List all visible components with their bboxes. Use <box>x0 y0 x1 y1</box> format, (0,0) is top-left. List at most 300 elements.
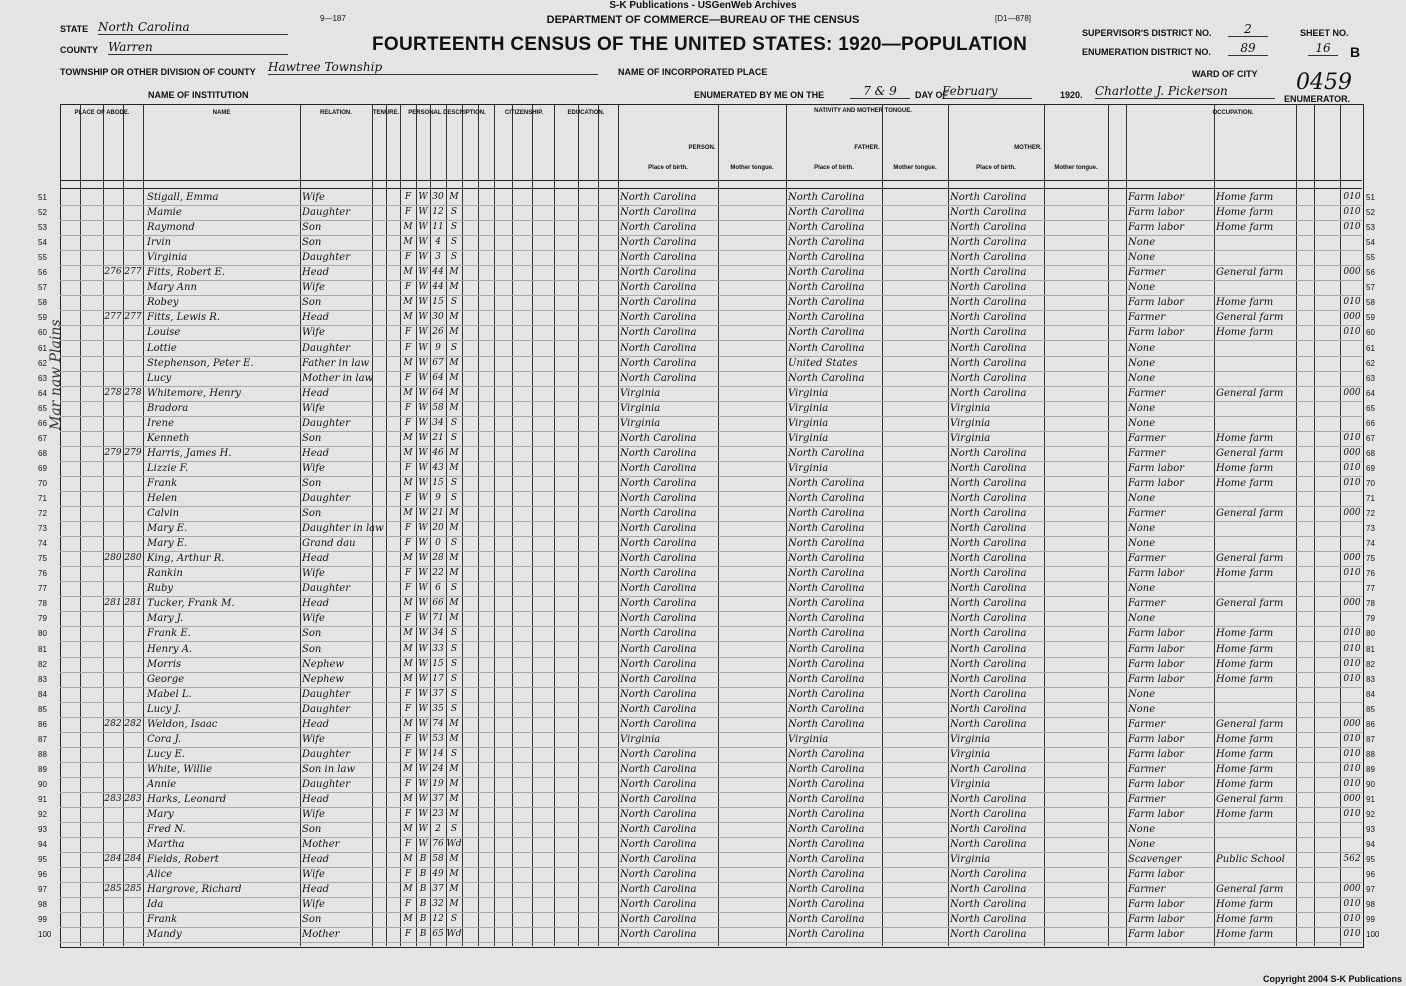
occupation-code: 000 <box>1343 884 1361 895</box>
age-cell: 22 <box>432 568 444 579</box>
industry-cell: Home farm <box>1216 673 1274 685</box>
industry-cell: Home farm <box>1216 327 1274 339</box>
dwelling-number: 281 <box>104 598 122 609</box>
person-birthplace: North Carolina <box>620 432 697 444</box>
industry-cell: General farm <box>1216 312 1284 324</box>
mother-birthplace: North Carolina <box>950 884 1027 896</box>
occupation-code: 010 <box>1343 733 1361 744</box>
line-number-right: 56 <box>1366 268 1375 278</box>
age-cell: 21 <box>432 432 444 443</box>
line-number-right: 74 <box>1366 539 1375 549</box>
mother-birthplace: North Carolina <box>950 327 1027 339</box>
occupation-code: 010 <box>1343 477 1361 488</box>
line-number: 76 <box>38 569 47 579</box>
person-birthplace: Virginia <box>620 387 661 399</box>
father-birthplace: United States <box>788 357 858 369</box>
age-cell: 15 <box>432 477 444 488</box>
father-birthplace: North Carolina <box>788 282 865 294</box>
color-cell: W <box>418 508 428 519</box>
person-name: Lucy J. <box>147 703 181 715</box>
person-birthplace: North Carolina <box>620 778 697 790</box>
table-row <box>60 882 1362 898</box>
mother-birthplace: Virginia <box>950 748 991 760</box>
table-row <box>60 642 1362 658</box>
sex-cell: F <box>404 733 412 744</box>
person-birthplace: North Carolina <box>620 282 697 294</box>
col-mother-birth: Place of birth. <box>976 165 1016 171</box>
sex-cell: F <box>404 252 412 263</box>
line-number-right: 63 <box>1366 373 1375 383</box>
mother-birthplace: North Carolina <box>950 312 1027 324</box>
table-row <box>60 446 1362 462</box>
occupation-cell: Farm labor <box>1128 809 1185 821</box>
occupation-cell: None <box>1128 839 1156 851</box>
line-number: 83 <box>38 674 47 684</box>
marital-cell: M <box>449 778 459 789</box>
col-mother-tongue: Mother tongue. <box>1054 165 1098 171</box>
table-row <box>60 777 1362 793</box>
line-number: 94 <box>38 840 47 850</box>
mother-birthplace: North Carolina <box>950 342 1027 354</box>
line-number-right: 52 <box>1366 208 1375 218</box>
person-birthplace: North Carolina <box>620 207 697 219</box>
marital-cell: M <box>449 192 459 202</box>
line-number-right: 68 <box>1366 448 1375 458</box>
person-name: Mary J. <box>147 613 184 625</box>
relation-cell: Son <box>302 237 322 249</box>
industry-cell: Home farm <box>1216 462 1274 474</box>
occupation-code: 010 <box>1343 763 1361 774</box>
occupation-code: 010 <box>1343 899 1361 910</box>
age-cell: 58 <box>432 854 444 865</box>
sex-cell: F <box>404 778 412 789</box>
col-occupation: OCCUPATION. <box>1212 110 1254 116</box>
age-cell: 34 <box>432 417 444 428</box>
father-birthplace: North Carolina <box>788 673 865 685</box>
sex-cell: F <box>404 869 412 880</box>
sex-cell: M <box>403 267 413 278</box>
age-cell: 3 <box>435 252 441 263</box>
occupation-cell: Farmer <box>1128 432 1166 444</box>
mother-birthplace: North Carolina <box>950 357 1027 369</box>
occupation-cell: Farm labor <box>1128 778 1185 790</box>
father-birthplace: North Carolina <box>788 568 865 580</box>
person-name: Mamie <box>147 207 182 219</box>
relation-cell: Mother in law <box>302 372 374 384</box>
person-birthplace: North Carolina <box>620 839 697 851</box>
occupation-cell: None <box>1128 583 1156 595</box>
line-number: 67 <box>38 433 47 443</box>
father-birthplace: North Carolina <box>788 839 865 851</box>
person-birthplace: North Carolina <box>620 643 697 655</box>
mother-birthplace: North Carolina <box>950 598 1027 610</box>
relation-cell: Mother <box>302 839 340 851</box>
line-number-right: 98 <box>1366 900 1375 910</box>
marital-cell: M <box>449 282 459 293</box>
line-number: 75 <box>38 554 47 564</box>
line-number: 79 <box>38 614 47 624</box>
mother-birthplace: North Carolina <box>950 899 1027 911</box>
industry-cell: Home farm <box>1216 929 1274 941</box>
father-birthplace: North Carolina <box>788 192 865 203</box>
person-name: White, Willie <box>147 763 213 775</box>
enumeration-number: 89 <box>1228 41 1268 56</box>
industry-cell: Home farm <box>1216 733 1274 745</box>
father-birthplace: North Carolina <box>788 538 865 550</box>
line-number: 74 <box>38 539 47 549</box>
father-birthplace: Virginia <box>788 417 829 429</box>
mother-birthplace: North Carolina <box>950 508 1027 520</box>
line-number: 89 <box>38 764 47 774</box>
person-name: Tucker, Frank M. <box>147 598 235 610</box>
person-name: Mabel L. <box>147 688 192 700</box>
sex-cell: M <box>403 718 413 729</box>
occupation-cell: Farmer <box>1128 718 1166 730</box>
industry-cell: Home farm <box>1216 432 1274 444</box>
mother-birthplace: North Carolina <box>950 839 1027 851</box>
table-row <box>60 205 1362 221</box>
line-number: 91 <box>38 795 47 804</box>
sex-cell: F <box>404 613 412 624</box>
col-citizenship: CITIZENSHIP. <box>504 110 544 116</box>
relation-cell: Son <box>302 222 322 234</box>
color-cell: W <box>418 417 428 428</box>
mother-birthplace: North Carolina <box>950 523 1027 535</box>
relation-cell: Wife <box>302 462 325 474</box>
line-number-right: 97 <box>1366 885 1375 895</box>
table-row <box>60 325 1362 341</box>
person-birthplace: North Carolina <box>620 673 697 685</box>
sex-cell: F <box>404 342 412 353</box>
line-number: 84 <box>38 689 47 699</box>
color-cell: W <box>418 282 428 293</box>
occupation-cell: Farmer <box>1128 598 1166 610</box>
father-birthplace: North Carolina <box>788 658 865 670</box>
mother-birthplace: North Carolina <box>950 718 1027 730</box>
mother-birthplace: North Carolina <box>950 869 1027 881</box>
col-name: NAME <box>212 110 231 116</box>
relation-cell: Daughter <box>302 342 350 354</box>
marital-cell: S <box>450 628 458 639</box>
marital-cell: S <box>450 477 458 488</box>
table-row <box>60 747 1362 763</box>
color-cell: W <box>418 809 428 820</box>
table-row <box>60 401 1362 417</box>
father-birthplace: North Carolina <box>788 252 865 264</box>
col-father: FATHER. <box>854 145 880 151</box>
person-name: Fitts, Lewis R. <box>147 312 220 324</box>
person-name: Lucy E. <box>147 748 185 760</box>
color-cell: W <box>418 462 428 473</box>
line-number: 95 <box>38 855 47 865</box>
occupation-code: 010 <box>1343 673 1361 684</box>
marital-cell: M <box>449 809 459 820</box>
family-number: 279 <box>124 447 142 458</box>
person-birthplace: North Carolina <box>620 854 697 866</box>
occupation-code: 010 <box>1343 809 1361 820</box>
color-cell: W <box>418 778 428 789</box>
line-number-right: 55 <box>1366 253 1375 263</box>
occupation-cell: None <box>1128 237 1156 249</box>
color-cell: W <box>418 688 428 699</box>
person-birthplace: North Carolina <box>620 703 697 715</box>
person-name: Whitemore, Henry <box>147 387 241 399</box>
mother-birthplace: North Carolina <box>950 673 1027 685</box>
line-number-right: 78 <box>1366 599 1375 609</box>
color-cell: W <box>418 493 428 503</box>
person-name: Kenneth <box>147 432 190 444</box>
occupation-cell: None <box>1128 538 1156 550</box>
line-number-right: 80 <box>1366 629 1375 639</box>
mother-birthplace: North Carolina <box>950 297 1027 309</box>
mother-birthplace: North Carolina <box>950 477 1027 489</box>
marital-cell: S <box>450 222 458 233</box>
line-number-right: 86 <box>1366 719 1375 729</box>
relation-cell: Head <box>302 312 330 324</box>
marital-cell: S <box>450 583 458 594</box>
col-personal: PERSONAL DESCRIPTION. <box>408 110 486 116</box>
age-cell: 2 <box>435 824 441 835</box>
table-row <box>60 611 1362 627</box>
person-birthplace: North Carolina <box>620 523 697 535</box>
relation-cell: Head <box>302 447 330 459</box>
line-number-right: 88 <box>1366 749 1375 759</box>
age-cell: 14 <box>432 748 444 759</box>
color-cell: W <box>418 824 428 835</box>
person-name: George <box>147 673 185 685</box>
person-name: Mary Ann <box>147 282 197 294</box>
occupation-cell: None <box>1128 613 1156 625</box>
line-number: 61 <box>38 343 47 353</box>
person-name: Ida <box>147 899 164 911</box>
line-number-right: 67 <box>1366 433 1375 443</box>
occupation-cell: Farm labor <box>1128 297 1185 309</box>
occupation-code: 000 <box>1343 508 1361 519</box>
marital-cell: M <box>449 508 459 519</box>
person-birthplace: North Carolina <box>620 613 697 625</box>
person-name: Cora J. <box>147 733 182 745</box>
mother-birthplace: North Carolina <box>950 658 1027 670</box>
occupation-code: 010 <box>1343 658 1361 669</box>
sex-cell: M <box>403 387 413 398</box>
line-number-right: 77 <box>1366 584 1375 594</box>
mother-birthplace: North Carolina <box>950 824 1027 836</box>
marital-cell: M <box>449 568 459 579</box>
sex-cell: F <box>404 402 412 413</box>
person-birthplace: North Carolina <box>620 658 697 670</box>
industry-cell: Home farm <box>1216 899 1274 911</box>
relation-cell: Son <box>302 297 322 309</box>
age-cell: 11 <box>432 222 444 233</box>
occupation-cell: Farm labor <box>1128 929 1185 941</box>
sheet-number: 16 <box>1308 41 1338 56</box>
father-birthplace: North Carolina <box>788 914 865 926</box>
father-birthplace: North Carolina <box>788 763 865 775</box>
line-number-right: 90 <box>1366 779 1375 789</box>
relation-cell: Son <box>302 914 322 926</box>
mother-birthplace: North Carolina <box>950 613 1027 625</box>
header-divider <box>60 180 1362 181</box>
occupation-code: 010 <box>1343 327 1361 338</box>
sex-cell: M <box>403 237 413 248</box>
father-birthplace: North Carolina <box>788 493 865 504</box>
person-birthplace: North Carolina <box>620 357 697 369</box>
color-cell: W <box>418 673 428 684</box>
father-birthplace: North Carolina <box>788 523 865 535</box>
col-father-tongue: Mother tongue. <box>893 165 937 171</box>
occupation-code: 010 <box>1343 432 1361 443</box>
marital-cell: M <box>449 387 459 398</box>
mother-birthplace: Virginia <box>950 402 991 414</box>
col-mother: MOTHER. <box>1014 145 1042 151</box>
col-person-birth: Place of birth. <box>648 165 688 171</box>
color-cell: W <box>418 192 428 202</box>
occupation-code: 010 <box>1343 192 1361 202</box>
line-number: 80 <box>38 629 47 639</box>
father-birthplace: North Carolina <box>788 854 865 866</box>
color-cell: W <box>418 432 428 443</box>
person-birthplace: North Carolina <box>620 222 697 234</box>
sex-cell: F <box>404 688 412 699</box>
dwelling-number: 282 <box>104 718 122 729</box>
sex-cell: F <box>404 192 412 202</box>
occupation-code: 000 <box>1343 267 1361 278</box>
line-number: 86 <box>38 719 47 729</box>
person-name: Annie <box>147 778 177 790</box>
table-row <box>60 536 1362 552</box>
line-number-right: 89 <box>1366 764 1375 774</box>
line-number-right: 84 <box>1366 689 1375 699</box>
family-number: 280 <box>124 553 142 564</box>
marital-cell: S <box>450 914 458 925</box>
person-name: Fitts, Robert E. <box>147 267 225 279</box>
marital-cell: M <box>449 884 459 895</box>
dwelling-number: 278 <box>104 387 122 398</box>
line-number: 69 <box>38 463 47 473</box>
marital-cell: S <box>450 824 458 835</box>
relation-cell: Head <box>302 718 330 730</box>
township-label: TOWNSHIP OR OTHER DIVISION OF COUNTY <box>60 67 256 77</box>
color-cell: W <box>418 553 428 564</box>
line-number-right: 81 <box>1366 644 1375 654</box>
line-number-right: 60 <box>1366 328 1375 338</box>
occupation-cell: Farm labor <box>1128 207 1185 219</box>
occupation-code: 000 <box>1343 718 1361 729</box>
father-birthplace: North Carolina <box>788 778 865 790</box>
relation-cell: Head <box>302 553 330 565</box>
township-value: Hawtree Township <box>268 60 598 75</box>
mother-birthplace: North Carolina <box>950 929 1027 941</box>
father-birthplace: North Carolina <box>788 703 865 715</box>
line-number: 60 <box>38 328 47 338</box>
age-cell: 44 <box>432 282 444 293</box>
marital-cell: M <box>449 357 459 368</box>
dwelling-number: 276 <box>104 267 122 278</box>
line-number: 87 <box>38 734 47 744</box>
occupation-cell: Farm labor <box>1128 733 1185 745</box>
mother-birthplace: North Carolina <box>950 372 1027 384</box>
person-birthplace: North Carolina <box>620 688 697 700</box>
enumerated-label: ENUMERATED BY ME ON THE <box>694 90 825 100</box>
family-number: 285 <box>124 884 142 895</box>
age-cell: 15 <box>432 297 444 308</box>
sheet-letter: B <box>1350 44 1361 60</box>
sex-cell: F <box>404 568 412 579</box>
mother-birthplace: North Carolina <box>950 703 1027 715</box>
person-name: Virginia <box>147 252 188 264</box>
color-cell: W <box>418 658 428 669</box>
marital-cell: S <box>450 658 458 669</box>
father-birthplace: North Carolina <box>788 342 865 354</box>
occupation-code: 010 <box>1343 462 1361 473</box>
relation-cell: Father in law <box>302 357 370 369</box>
sex-cell: F <box>404 523 412 534</box>
marital-cell: S <box>450 673 458 684</box>
col-person: PERSON. <box>688 145 716 151</box>
person-birthplace: North Carolina <box>620 718 697 730</box>
line-number: 65 <box>38 403 47 413</box>
occupation-cell: None <box>1128 282 1156 294</box>
line-number: 99 <box>38 915 47 925</box>
father-birthplace: Virginia <box>788 387 829 399</box>
occupation-code: 010 <box>1343 778 1361 789</box>
occupation-code: 010 <box>1343 568 1361 579</box>
sex-cell: M <box>403 884 413 895</box>
form-number: 9—187 <box>320 14 346 23</box>
industry-cell: Home farm <box>1216 809 1274 821</box>
industry-cell: Home farm <box>1216 628 1274 640</box>
person-birthplace: North Carolina <box>620 598 697 610</box>
industry-cell: Home farm <box>1216 192 1274 203</box>
line-number: 96 <box>38 870 47 880</box>
line-number-right: 66 <box>1366 418 1375 428</box>
marital-cell: M <box>449 733 459 744</box>
occupation-cell: Farm labor <box>1128 869 1185 881</box>
relation-cell: Son <box>302 508 322 520</box>
person-name: Irene <box>147 417 175 429</box>
occupation-cell: Farm labor <box>1128 462 1185 474</box>
table-row <box>60 265 1362 281</box>
color-cell: W <box>418 207 428 218</box>
dwelling-number: 285 <box>104 884 122 895</box>
color-cell: B <box>419 929 427 940</box>
occupation-cell: Farm labor <box>1128 899 1185 911</box>
color-cell: W <box>418 763 428 774</box>
table-row <box>60 551 1362 567</box>
person-birthplace: North Carolina <box>620 538 697 550</box>
ward-label: WARD OF CITY <box>1192 69 1258 79</box>
archive-stamp: 0459 <box>1296 70 1352 95</box>
table-row <box>60 867 1362 883</box>
marital-cell: M <box>449 794 459 804</box>
enumerated-day: 7 & 9 <box>850 84 910 99</box>
line-number-right: 59 <box>1366 313 1375 323</box>
line-number: 68 <box>38 448 47 458</box>
sex-cell: M <box>403 553 413 564</box>
mother-birthplace: North Carolina <box>950 237 1027 249</box>
color-cell: W <box>418 598 428 609</box>
mother-birthplace: North Carolina <box>950 643 1027 655</box>
sex-cell: M <box>403 312 413 323</box>
occupation-cell: None <box>1128 493 1156 504</box>
marital-cell: S <box>450 748 458 759</box>
marital-cell: S <box>450 493 458 503</box>
year-value: 1920. <box>1060 90 1083 100</box>
marital-cell: M <box>449 869 459 880</box>
mother-birthplace: North Carolina <box>950 282 1027 294</box>
state-value: North Carolina <box>98 20 288 35</box>
table-row <box>60 521 1362 537</box>
